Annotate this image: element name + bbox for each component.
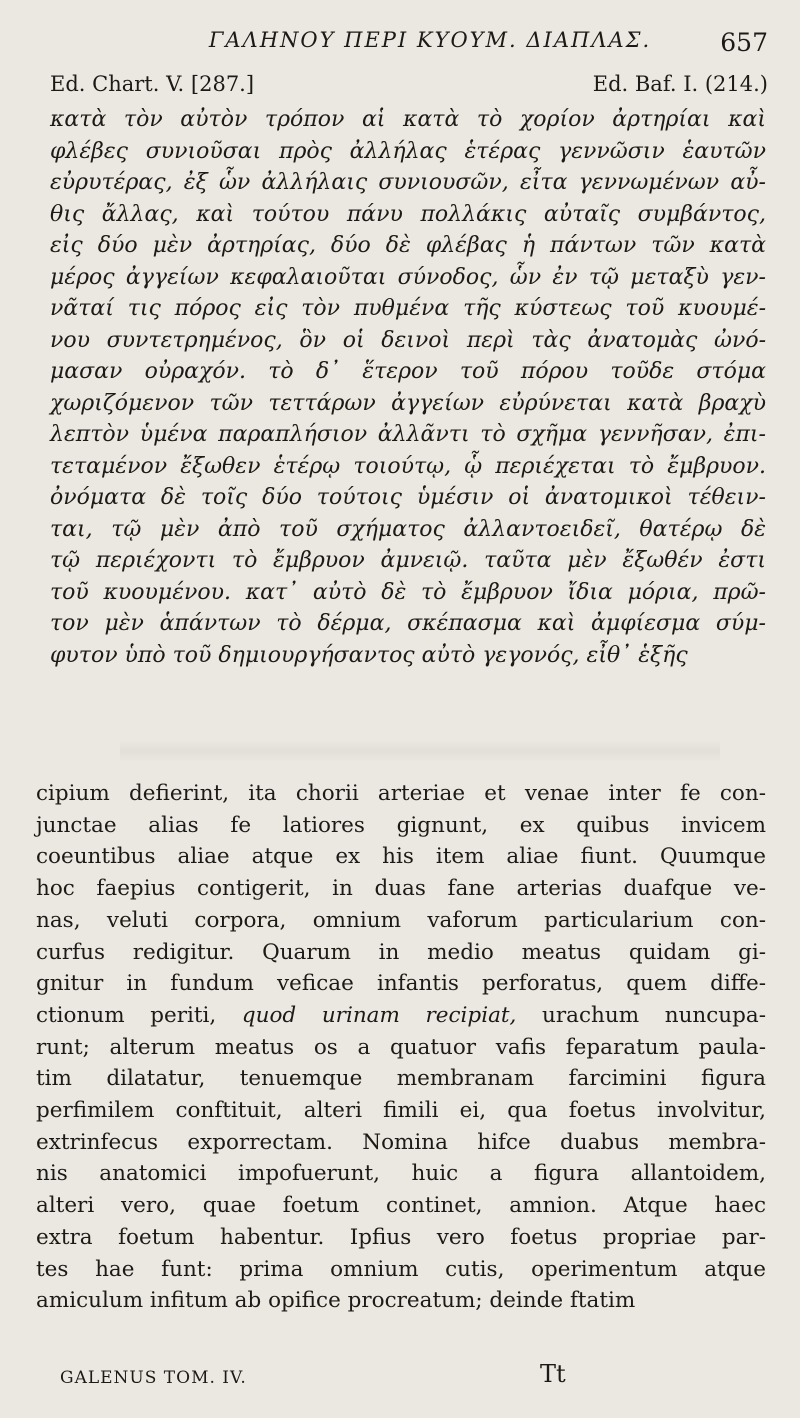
- greek-line: νᾶταί τις πόρος εἰς τὸν πυθμένα τῆς κύστεως τοῦ κυουμέ-: [50, 296, 766, 321]
- greek-line: χωριζόμενον τῶν τεττάρων ἀγγείων εὐρύνεται κατὰ βραχὺ: [50, 390, 766, 416]
- latin-line: ctionum periti, quod urinam recipiat, urachum nuncupa-: [36, 1002, 766, 1028]
- edition-reference-right: Ed. Baf. I. (214.): [592, 72, 768, 96]
- greek-line: μέρος ἀγγείων κεφαλαιοῦται σύνοδος, ὧν ἐν τῷ μεταξὺ γεν-: [50, 264, 766, 290]
- latin-line: junctae alias fe latiores gignunt, ex quibus invicem: [36, 812, 766, 838]
- latin-line: gnitur in fundum veficae infantis perforatus, quem diffe-: [36, 971, 766, 997]
- latin-line: hoc faepius contigerit, in duas fane arterias duafque ve-: [36, 876, 766, 902]
- greek-line: θις ἄλλας, καὶ τούτου πάνυ πολλάκις αὐταῖς συμβάντος,: [50, 201, 766, 227]
- latin-line: perfimilem conftituit, alteri fimili ei, qua foetus involvitur,: [36, 1098, 766, 1124]
- greek-line: φλέβες συνιοῦσαι πρὸς ἀλλήλας ἑτέρας γεννῶσιν ἑαυτῶν: [50, 138, 766, 164]
- show-through-shadow: [120, 740, 720, 762]
- greek-line: τον μὲν ἁπάντων τὸ δέρμα, σκέπασμα καὶ ἀμφίεσμα σύμ-: [50, 611, 766, 636]
- greek-line: φυτον ὑπὸ τοῦ δημιουργήσαντος αὐτὸ γεγονός, εἶθ᾽ ἑξῆς: [50, 642, 688, 668]
- latin-line: amiculum infitum ab opifice procreatum; deinde ftatim: [36, 1288, 636, 1314]
- italic-phrase: quod urinam recipiat,: [241, 1002, 517, 1028]
- running-head: ΓΑΛΗΝΟΥ ΠΕΡΙ ΚΥΟΥΜ. ΔΙΑΠΛΑΣ.: [208, 28, 652, 52]
- greek-line: εἰς δύο μὲν ἀρτηρίας, δύο δὲ φλέβας ἡ πάντων τῶν κατὰ: [50, 233, 766, 258]
- greek-line: μασαν οὐραχόν. τὸ δ᾽ ἕτερον τοῦ πόρου τοῦδε στόμα: [50, 359, 766, 384]
- greek-line: ὀνόματα δὲ τοῖς δύο τούτοις ὑμέσιν οἱ ἀνατομικοὶ τέθειν-: [50, 485, 766, 510]
- page-number: 657: [720, 28, 768, 57]
- latin-line: extra foetum habentur. Ipfius vero foetus propriae par-: [36, 1224, 766, 1250]
- latin-line: alteri vero, quae foetum continet, amnion. Atque haec: [36, 1193, 766, 1219]
- edition-reference-left: Ed. Chart. V. [287.]: [50, 72, 255, 96]
- greek-line: τεταμένον ἔξωθεν ἑτέρῳ τοιούτῳ, ᾧ περιέχεται τὸ ἔμβρυον.: [50, 453, 766, 479]
- latin-line: curfus redigitur. Quarum in medio meatus quidam gi-: [36, 939, 766, 965]
- greek-text-block: [50, 104, 766, 671]
- greek-line: κατὰ τὸν αὐτὸν τρόπον αἱ κατὰ τὸ χορίον ἀρτηρίαι καὶ: [50, 107, 766, 132]
- signature-line: GALENUS TOM. IV.: [60, 1368, 247, 1388]
- latin-line: nis anatomici impofuerunt, huic a figura allantoidem,: [36, 1161, 766, 1187]
- greek-line: τῷ περιέχοντι τὸ ἔμβρυον ἀμνειῷ. ταῦτα μὲν ἔξωθέν ἐστι: [50, 548, 766, 573]
- latin-line: tes hae funt: prima omnium cutis, operimentum atque: [36, 1256, 766, 1282]
- latin-line: cipium defierint, ita chorii arteriae et venae inter fe con-: [36, 781, 766, 806]
- latin-line: tim dilatatur, tenuemque membranam farcimini figura: [36, 1066, 766, 1092]
- greek-line: εὐρυτέρας, ἐξ ὧν ἀλλήλαις συνιουσῶν, εἶτα γεννωμένων αὖ-: [50, 170, 766, 195]
- latin-line: extrinfecus exporrectam. Nomina hifce duabus membra-: [36, 1129, 766, 1155]
- latin-text-block: [36, 778, 766, 1317]
- greek-line: λεπτὸν ὑμένα παραπλήσιον ἀλλᾶντι τὸ σχῆμα γεννῆσαν, ἐπι-: [50, 422, 766, 447]
- greek-line: τοῦ κυουμένου. κατ᾽ αὐτὸ δὲ τὸ ἔμβρυον ἴδια μόρια, πρῶ-: [50, 579, 766, 605]
- latin-line: runt; alterum meatus os a quatuor vafis feparatum paula-: [36, 1034, 766, 1060]
- greek-line: νου συντετρημένος, ὃν οἱ δεινοὶ περὶ τὰς ἀνατομὰς ὠνό-: [50, 327, 766, 353]
- latin-line: nas, veluti corpora, omnium vaforum particularium con-: [36, 907, 766, 933]
- greek-line: ται, τῷ μὲν ἀπὸ τοῦ σχήματος ἀλλαντοειδεῖ, θατέρῳ δὲ: [50, 516, 766, 542]
- latin-line: coeuntibus aliae atque ex his item aliae fiunt. Quumque: [36, 844, 766, 870]
- gathering-mark: Tt: [540, 1360, 566, 1388]
